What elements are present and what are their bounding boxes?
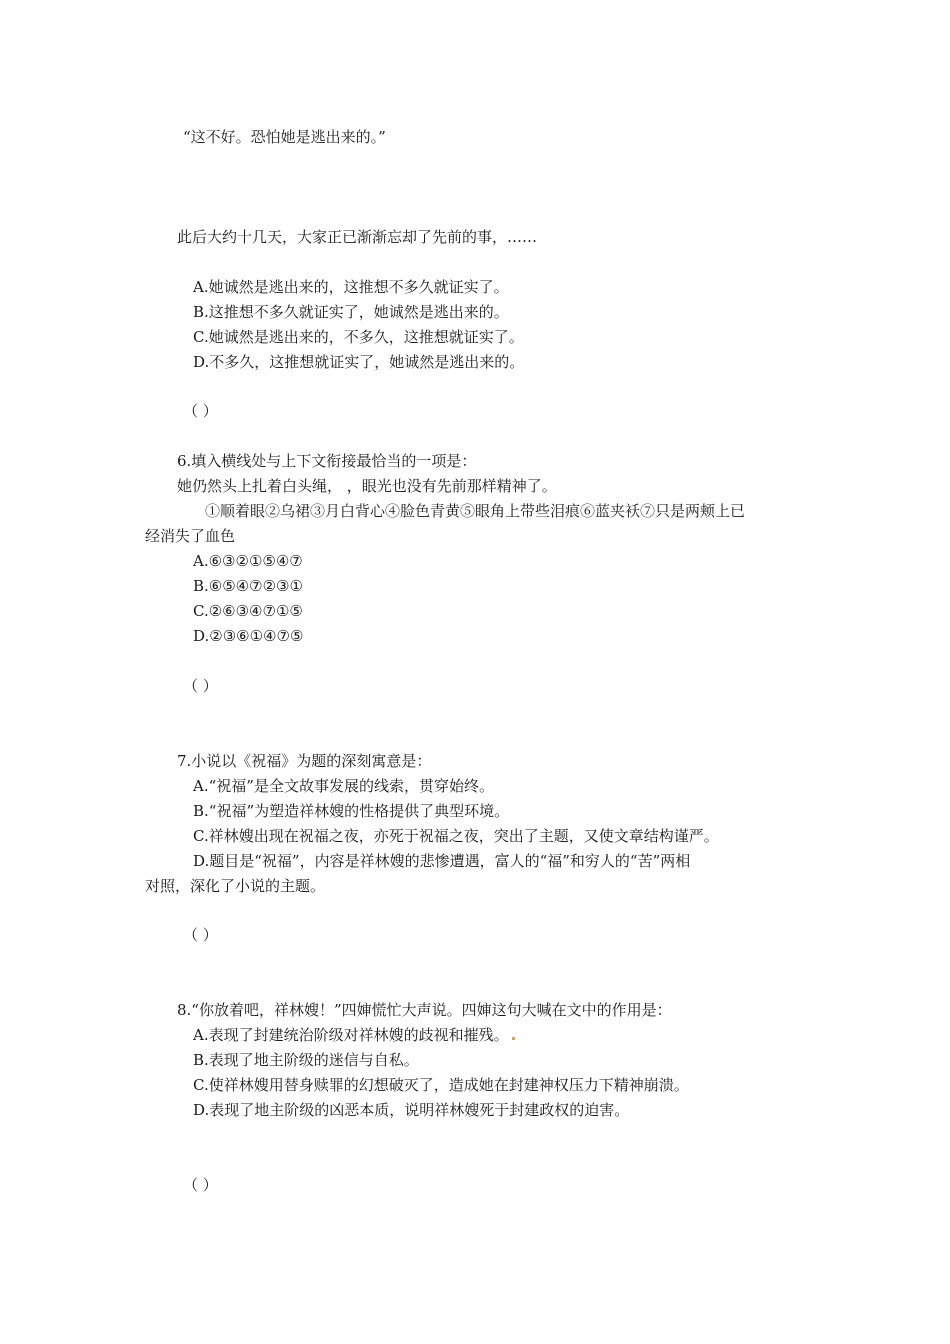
q7-option-a: A.“祝福”是全文故事发展的线索，贯穿始终。 <box>193 777 494 795</box>
passage-quote: “这不好。恐怕她是逃出来的。” <box>183 128 386 146</box>
q6-items-line1: ①顺着眼②乌裙③月白背心④脸色青黄⑤眼角上带些泪痕⑥蓝夹袄⑦只是两颊上已 <box>205 502 746 520</box>
q5-option-d: D.不多久，这推想就证实了，她诚然是逃出来的。 <box>193 353 525 371</box>
q8-stem: 8.“你放着吧，祥林嫂！”四婶慌忙大声说。四婶这句大喊在文中的作用是： <box>177 1001 672 1019</box>
q7-answer-blank: （ ） <box>183 926 218 944</box>
q6-answer-blank: （ ） <box>183 677 218 695</box>
q7-option-d-continued: 对照，深化了小说的主题。 <box>145 877 326 895</box>
q5-option-b: B.这推想不多久就证实了，她诚然是逃出来的。 <box>193 303 509 321</box>
q7-stem: 7.小说以《祝福》为题的深刻寓意是： <box>177 752 432 770</box>
q6-stem: 6.填入横线处与上下文衔接最恰当的一项是： <box>177 452 477 470</box>
q7-option-b: B.“祝福”为塑造祥林嫂的性格提供了典型环境。 <box>193 802 510 820</box>
marker-dot <box>512 1037 515 1040</box>
q8-answer-blank: （ ） <box>183 1176 218 1194</box>
q8-option-a: A.表现了封建统治阶级对祥林嫂的歧视和摧残。 <box>193 1026 509 1044</box>
q7-option-d: D.题目是“祝福”，内容是祥林嫂的悲惨遭遇，富人的“福”和穷人的“苦”两相 <box>193 852 691 870</box>
q8-option-d: D.表现了地主阶级的凶恶本质，说明祥林嫂死于封建政权的迫害。 <box>193 1101 630 1119</box>
q6-option-d: D.②③⑥①④⑦⑤ <box>193 627 304 645</box>
q6-items-line2: 经消失了血色 <box>145 527 236 545</box>
q6-option-b: B.⑥⑤④⑦②③① <box>193 577 303 595</box>
q5-option-a: A.她诚然是逃出来的，这推想不多久就证实了。 <box>193 278 509 296</box>
q8-option-b: B.表现了地主阶级的迷信与自私。 <box>193 1051 419 1069</box>
q6-sentence: 她仍然头上扎着白头绳， ，眼光也没有先前那样精神了。 <box>177 477 557 495</box>
q7-option-c: C.祥林嫂出现在祝福之夜，亦死于祝福之夜，突出了主题，又使文章结构谨严。 <box>193 827 719 845</box>
q6-option-c: C.②⑥③④⑦①⑤ <box>193 602 303 620</box>
q5-answer-blank: （ ） <box>183 402 218 420</box>
q5-option-c: C.她诚然是逃出来的，不多久，这推想就证实了。 <box>193 328 524 346</box>
passage-continuation: 此后大约十几天，大家正已渐渐忘却了先前的事，…… <box>177 228 538 246</box>
q8-option-a-row <box>193 1025 515 1045</box>
q8-option-c: C.使祥林嫂用替身赎罪的幻想破灭了，造成她在封建神权压力下精神崩溃。 <box>193 1076 689 1094</box>
q6-option-a: A.⑥③②①⑤④⑦ <box>193 552 303 570</box>
